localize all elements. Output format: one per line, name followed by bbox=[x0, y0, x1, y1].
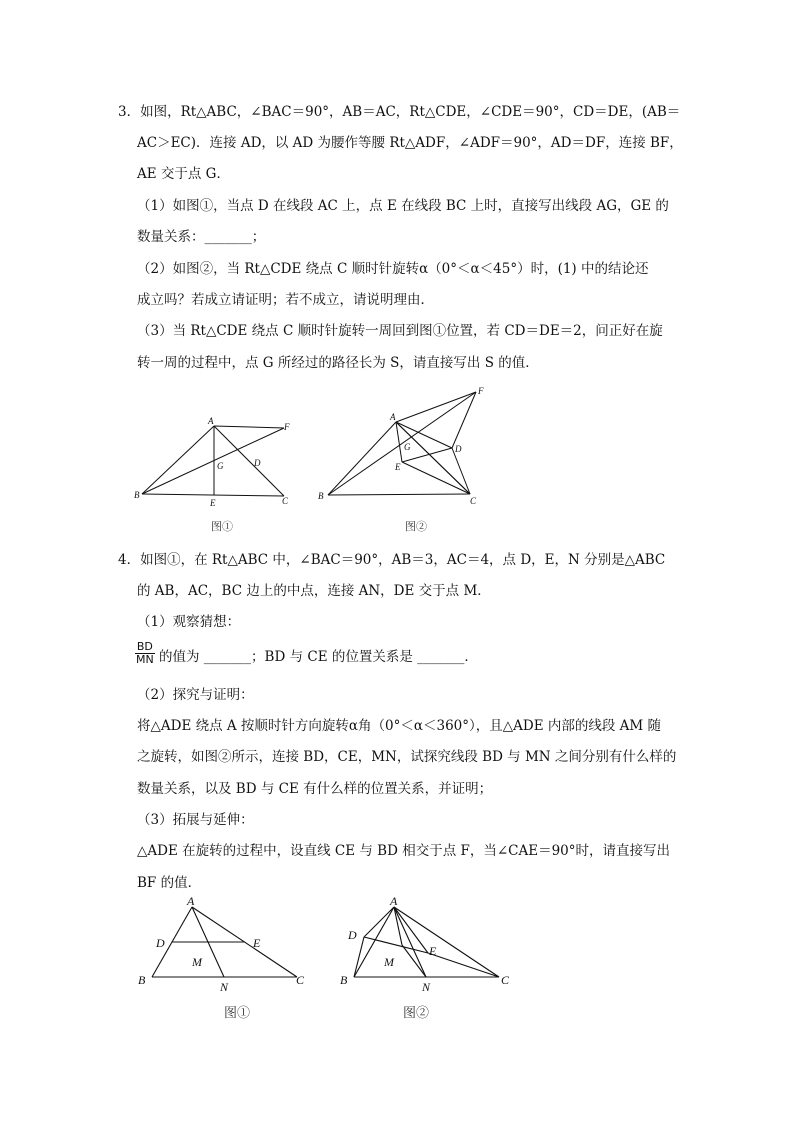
q3-fig2-label-g: G bbox=[404, 442, 411, 452]
q3-part1-line-2: 数量关系：_______； bbox=[137, 229, 266, 245]
q3-part3-line-2: 转一周的过程中，点 G 所经过的路径长为 S，请直接写出 S 的值． bbox=[137, 355, 539, 371]
q4-part3-heading: （3）拓展与延伸： bbox=[137, 812, 254, 828]
q3-fig2-label-e: E bbox=[395, 462, 401, 472]
q4-fraction-numerator: BD bbox=[136, 640, 153, 653]
q4-figure-1 bbox=[132, 895, 317, 995]
q3-fig1-label-c: C bbox=[282, 496, 289, 506]
q4-part1-question: 的值为 _______；BD 与 CE 的位置关系是 _______． bbox=[159, 649, 478, 665]
q4-fig2-label-e: E bbox=[429, 944, 437, 958]
q4-fig1-label-e: E bbox=[253, 936, 261, 950]
q4-part2-heading: （2）探究与证明： bbox=[137, 687, 254, 703]
q3-fig2-label-f: F bbox=[478, 386, 484, 396]
q3-fig1-caption: 图① bbox=[211, 520, 233, 533]
q4-part3-line-2: BF 的值． bbox=[137, 875, 202, 891]
q3-line-2: AC＞EC)．连接 AD，以 AD 为腰作等腰 Rt△ADF，∠ADF＝90°，AD＝DF，连接 BF， bbox=[137, 135, 683, 151]
q4-fig1-label-c: C bbox=[296, 973, 305, 987]
q3-fig2-label-c: C bbox=[470, 496, 477, 506]
q3-fig1-label-a: A bbox=[208, 416, 214, 426]
q4-part2-line-2: 之旋转，如图②所示，连接 BD，CE，MN，试探究线段 BD 与 MN 之间分别有什么样的 bbox=[137, 749, 677, 765]
q3-line-3: AE 交于点 G． bbox=[137, 166, 230, 182]
q3-figure-1 bbox=[130, 410, 300, 510]
q4-fig2-label-d: D bbox=[348, 928, 357, 942]
q3-part1-line-1: （1）如图①，当点 D 在线段 AC 上，点 E 在线段 BC 上时，直接写出线段 AG，GE 的 bbox=[137, 198, 669, 214]
q4-fig2-label-b: B bbox=[340, 973, 348, 987]
q4-fig1-label-m: M bbox=[192, 955, 202, 969]
q4-fig1-caption: 图① bbox=[224, 1006, 251, 1021]
q3-part3-line-1: （3）当 Rt△CDE 绕点 C 顺时针旋转一周回到图①位置，若 CD＝DE＝2，问正好在旋 bbox=[137, 323, 663, 339]
q3-fig2-label-d: D bbox=[455, 444, 462, 454]
q4-fig2-label-m: M bbox=[384, 955, 394, 969]
q4-fig2-label-n: N bbox=[422, 980, 431, 994]
q3-part2-line-1: （2）如图②，当 Rt△CDE 绕点 C 顺时针旋转α（0°＜α＜45°）时，(1) 中的结论还 bbox=[137, 261, 649, 277]
q4-part2-line-3: 数量关系，以及 BD 与 CE 有什么样的位置关系，并证明； bbox=[137, 781, 493, 797]
q4-fig1-label-n: N bbox=[220, 980, 229, 994]
q4-part2-line-1: 将△ADE 绕点 A 按顺时针方向旋转α角（0°＜α＜360°），且△ADE 内部的线段 AM 随 bbox=[137, 718, 662, 734]
q3-line-1: 3．如图，Rt△ABC，∠BAC＝90°，AB＝AC，Rt△CDE，∠CDE＝90°，CD＝DE，(AB＝ bbox=[118, 104, 681, 120]
q4-line-1: 4．如图①，在 Rt△ABC 中，∠BAC＝90°，AB＝3，AC＝4，点 D，E，N 分别是△ABC bbox=[118, 552, 666, 568]
q3-fig1-label-e: E bbox=[210, 498, 216, 508]
q3-fig2-label-a: A bbox=[390, 412, 396, 422]
q4-line-2: 的 AB，AC，BC 边上的中点，连接 AN，DE 交于点 M． bbox=[137, 583, 491, 599]
q3-fig1-label-f: F bbox=[284, 422, 290, 432]
q3-fig1-label-b: B bbox=[134, 490, 140, 500]
q3-fig2-label-b: B bbox=[318, 491, 324, 501]
q4-fig1-label-d: D bbox=[156, 936, 165, 950]
q4-part3-line-1: △ADE 在旋转的过程中，设直线 CE 与 BD 相交于点 F，当∠CAE＝90°时，请直接写出 bbox=[137, 843, 671, 859]
q4-fig2-caption: 图② bbox=[403, 1006, 430, 1021]
q3-fig2-caption: 图② bbox=[405, 520, 427, 533]
q4-part1-heading: （1）观察猜想： bbox=[137, 614, 241, 630]
q3-fig1-label-g: G bbox=[217, 461, 224, 471]
q4-fig2-label-a: A bbox=[390, 895, 398, 908]
q4-fig1-label-b: B bbox=[138, 973, 146, 987]
q3-fig1-label-d: D bbox=[254, 458, 261, 468]
q4-figure-2 bbox=[334, 895, 519, 995]
q3-part2-line-2: 成立吗？若成立请证明；若不成立，请说明理由． bbox=[137, 292, 434, 308]
q4-fig1-label-a: A bbox=[187, 895, 195, 908]
q4-fig2-label-c: C bbox=[501, 973, 510, 987]
q4-fraction bbox=[135, 641, 155, 666]
q3-figure-2 bbox=[310, 382, 500, 510]
q4-fraction-denominator: MN bbox=[136, 653, 154, 666]
